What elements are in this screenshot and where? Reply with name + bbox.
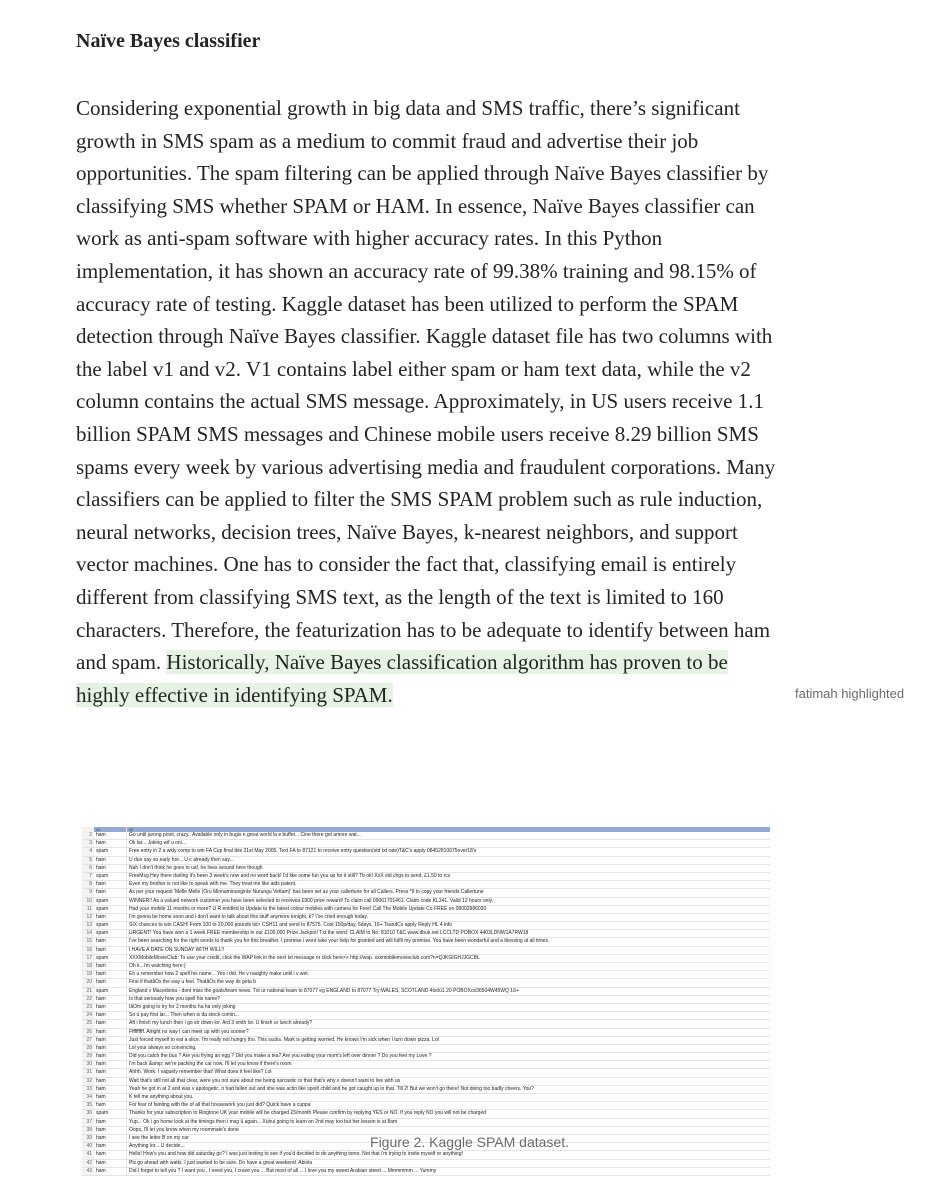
row-number: 22 bbox=[82, 996, 94, 1003]
row-number: 13 bbox=[82, 922, 94, 929]
row-number: 38 bbox=[82, 1127, 94, 1134]
row-message: U dun say so early hor... U c already then say... bbox=[129, 856, 234, 863]
row-number: 7 bbox=[82, 873, 94, 880]
table-row bbox=[82, 832, 770, 840]
row-message: Pls go ahead with watts. I just wanted to be sure. Do have a great weekend. Abiola bbox=[129, 1159, 313, 1166]
table-row bbox=[82, 873, 770, 881]
row-message: Even my brother is not like to speak with me. They treat me like aids patent. bbox=[129, 881, 297, 888]
row-label: ham bbox=[94, 1151, 127, 1158]
row-label: ham bbox=[94, 1045, 127, 1052]
table-row bbox=[82, 1053, 770, 1061]
row-number: 10 bbox=[82, 898, 94, 905]
table-row bbox=[82, 963, 770, 971]
row-number: 42 bbox=[82, 1160, 94, 1167]
row-label: ham bbox=[94, 1029, 127, 1036]
row-label: ham bbox=[94, 914, 127, 921]
row-message: URGENT! You have won a 1 week FREE membership in our £100,000 Prize Jackpot! Txt the word: CLAIM to No: 81010 T&C www.dbuk.net LCCLTD POBOX 4403LDNW1A7RW18 bbox=[129, 930, 529, 937]
table-row bbox=[82, 898, 770, 906]
row-label: ham bbox=[94, 1119, 127, 1126]
row-message: Eh u remember how 2 spell his name... Yes i did. He v naughty make until i v wet. bbox=[129, 971, 310, 978]
table-row bbox=[82, 848, 770, 856]
row-label: spam bbox=[94, 930, 127, 937]
row-number: 21 bbox=[82, 988, 94, 995]
row-message: So ü pay first lar... Then when is da stock comin... bbox=[129, 1012, 239, 1019]
paragraph-text: Considering exponential growth in big data and SMS traffic, there’s significant growth in SMS spam as a medium to commit fraud and advertise their job opportunities. The spam filtering can be applied through Naïve Bayes classifier by classifying SMS whether SPAM or HAM. In essence, Naïve Bayes classifier can work as anti-spam software with higher accuracy rates. In this Python implementation, it has shown an accuracy rate of 99.38% training and 98.15% of accuracy rate of testing. Kaggle dataset has been utilized to perform the SPAM detection through Naïve Bayes classifier. Kaggle dataset file has two columns with the label v1 and v2. V1 contains label either spam or ham text data, while the v2 column contains the actual SMS message. Approximately, in US users receive 1.1 billion SPAM SMS messages and Chinese mobile users receive 8.29 billion SMS spams every week by various advertising media and fraudulent corporations. Many classifiers can be applied to filter the SMS SPAM problem such as rule induction, neural networks, decision trees, Naïve Bayes, k-nearest neighbors, and support vector machines. One has to consider the fact that, classifying email is entirely different from classifying SMS text, as the length of the text is limited to 160 characters. Therefore, the featurization has to be adequate to identify between ham and spam. bbox=[76, 96, 776, 675]
row-message: Anything lor... U decide... bbox=[129, 1143, 185, 1150]
table-row bbox=[82, 1029, 770, 1037]
table-row bbox=[82, 1151, 770, 1159]
table-row bbox=[82, 1012, 770, 1020]
row-label: ham bbox=[94, 1143, 127, 1150]
row-number: 27 bbox=[82, 1037, 94, 1044]
row-message: Is that seriously how you spell his name? bbox=[129, 995, 220, 1002]
row-number: 20 bbox=[82, 979, 94, 986]
row-number: 17 bbox=[82, 955, 94, 962]
table-row bbox=[82, 1110, 770, 1118]
table-row bbox=[82, 1069, 770, 1077]
row-number: 37 bbox=[82, 1119, 94, 1126]
row-number: 23 bbox=[82, 1004, 94, 1011]
row-message: Thanks for your subscription to Ringtone UK your mobile will be charged £5/month Please confirm by replying YES or NO. If you reply NO you will not be charged bbox=[129, 1110, 487, 1117]
row-number: 40 bbox=[82, 1143, 94, 1150]
row-number: 14 bbox=[82, 930, 94, 937]
table-row bbox=[82, 930, 770, 938]
row-message: Wait that's still not all that clear, were you not sure about me being sarcastic or that that's why x doesn't want to live with us bbox=[129, 1077, 401, 1084]
row-number: 26 bbox=[82, 1029, 94, 1036]
row-number: 8 bbox=[82, 881, 94, 888]
row-message: England v Macedonia - dont miss the goals/team news. Txt ur national team to 87077 eg ENGLAND to 87077 Try:WALES, SCOTLAND 4txt/ú1.20 POBOXox36504W45WQ 16+ bbox=[129, 987, 519, 994]
row-number: 4 bbox=[82, 848, 94, 855]
row-number: 25 bbox=[82, 1020, 94, 1027]
row-label: spam bbox=[94, 906, 127, 913]
figure-caption: Figure 2. Kaggle SPAM dataset. bbox=[370, 1134, 569, 1150]
row-label: ham bbox=[94, 1078, 127, 1085]
row-label: ham bbox=[94, 1004, 127, 1011]
row-label: ham bbox=[94, 1037, 127, 1044]
article-paragraph bbox=[76, 92, 776, 711]
table-row bbox=[82, 889, 770, 897]
table-row bbox=[82, 938, 770, 946]
row-message: Had your mobile 11 months or more? U R entitled to Update to the latest colour mobiles with camera for Free! Call The Mobile Update Co FREE on 08002986030 bbox=[129, 905, 487, 912]
table-row bbox=[82, 996, 770, 1004]
table-row bbox=[82, 1160, 770, 1168]
table-row bbox=[82, 1168, 770, 1176]
table-row bbox=[82, 914, 770, 922]
row-label: spam bbox=[94, 988, 127, 995]
row-number: 41 bbox=[82, 1151, 94, 1158]
row-number: 31 bbox=[82, 1069, 94, 1076]
row-number: 36 bbox=[82, 1110, 94, 1117]
table-row bbox=[82, 1119, 770, 1127]
row-message: Did you catch the bus ? Are you frying an egg ? Did you make a tea? Are you eating your mom's left over dinner ? Do you feel my Love ? bbox=[129, 1053, 432, 1060]
section-heading: Naïve Bayes classifier bbox=[76, 30, 261, 52]
row-label: spam bbox=[94, 1110, 127, 1117]
table-row bbox=[82, 988, 770, 996]
sheet-rows bbox=[82, 832, 770, 1176]
row-message: I'm back &amp; we're packing the car now, I'll let you know if there's room bbox=[129, 1061, 292, 1068]
header-col-v2: v2 bbox=[129, 827, 134, 832]
table-row bbox=[82, 1102, 770, 1110]
row-message: WINNER!! As a valued network customer you have been selected to receivea £900 prize reward! To claim call 09061701461. Claim code KL341. Valid 12 hours only. bbox=[129, 897, 494, 904]
table-row bbox=[82, 1078, 770, 1086]
row-number: 2 bbox=[82, 832, 94, 839]
row-message: FreeMsg Hey there darling it's been 3 week's now and no word back! I'd like some fun you up for it still? Tb ok! XxX std chgs to send, £1.50 to rcv bbox=[129, 872, 451, 879]
row-message: Lol your always so convincing. bbox=[129, 1044, 197, 1051]
row-label: ham bbox=[94, 840, 127, 847]
table-row bbox=[82, 955, 770, 963]
row-label: ham bbox=[94, 1069, 127, 1076]
row-number: 29 bbox=[82, 1053, 94, 1060]
row-message: Did I forget to tell you ? I want you , I need you, I crave you ... But most of all ... I love you my sweet Arabian steed ... Mmmmmm ... Yummy bbox=[129, 1167, 437, 1174]
table-row bbox=[82, 906, 770, 914]
row-label: ham bbox=[94, 1094, 127, 1101]
row-label: ham bbox=[94, 1061, 127, 1068]
row-message: Fine if thatåÕs the way u feel. ThatåÕs the way its gota b bbox=[129, 979, 256, 986]
table-row bbox=[82, 840, 770, 848]
row-message: Ffffffffff. Alright no way I can meet up with you sooner? bbox=[129, 1028, 249, 1035]
table-row bbox=[82, 865, 770, 873]
row-message: I've been searching for the right words to thank you for this breather. I promise i wont take your help for granted and will fulfil my promise. You have been wonderful and a blessing at all times. bbox=[129, 938, 550, 945]
highlighted-text[interactable]: Historically, Naïve Bayes classification algorithm has proven to be highly effective in identifying SPAM. bbox=[76, 650, 728, 707]
row-message: Yeah he got in at 2 and was v apologetic. n had fallen out and she was actin like spoilt child and he got caught up in that. Till 2! But we won't go there! Not doing too badly cheers. You? bbox=[129, 1085, 534, 1092]
row-number: 32 bbox=[82, 1078, 94, 1085]
row-number: 3 bbox=[82, 840, 94, 847]
table-row bbox=[82, 1086, 770, 1094]
row-message: IåÕm going to try for 2 months ha ha only joking bbox=[129, 1003, 236, 1010]
row-message: For fear of fainting with the of all that housework you just did? Quick have a cuppa bbox=[129, 1102, 311, 1109]
table-row bbox=[82, 1061, 770, 1069]
dataset-figure bbox=[82, 827, 770, 1176]
row-number: 24 bbox=[82, 1012, 94, 1019]
row-label: ham bbox=[94, 865, 127, 872]
row-label: spam bbox=[94, 848, 127, 855]
row-label: ham bbox=[94, 971, 127, 978]
row-label: spam bbox=[94, 898, 127, 905]
table-row bbox=[82, 922, 770, 930]
row-message: Yup... Ok i go home look at the timings then i msg ü again... Xuhui going to learn on 2nd may too but her lesson is at 8am bbox=[129, 1118, 398, 1125]
row-label: ham bbox=[94, 1053, 127, 1060]
row-label: ham bbox=[94, 1102, 127, 1109]
table-row bbox=[82, 1094, 770, 1102]
row-label: spam bbox=[94, 955, 127, 962]
row-message: Hello! How's you and how did saturday go? I was just texting to see if you'd decided to do anything tomo. Not that i'm trying to invite myself or anything! bbox=[129, 1151, 463, 1158]
row-message: Just forced myself to eat a slice. I'm really not hungry tho. This sucks. Mark is getting worried. He knows I'm sick when I turn down pizza. Lol bbox=[129, 1036, 439, 1043]
row-message: Go until jurong point, crazy.. Available only in bugis n great world la e buffet... Cine there got amore wat... bbox=[129, 832, 361, 838]
row-message: I'm gonna be home soon and i don't want to talk about this stuff anymore tonight, k? I've cried enough today. bbox=[129, 913, 368, 920]
row-message: As per your request 'Melle Melle (Oru Minnaminunginte Nurungu Vettam)' has been set as your callertune for all Callers. Press *9 to copy your friends Callertune bbox=[129, 889, 484, 896]
row-label: ham bbox=[94, 996, 127, 1003]
row-label: ham bbox=[94, 1086, 127, 1093]
row-message: Ok lar... Joking wif u oni... bbox=[129, 840, 186, 847]
row-message: K tell me anything about you. bbox=[129, 1094, 194, 1100]
row-message: Nah I don't think he goes to usf, he lives around here though bbox=[129, 864, 263, 871]
header-col-v1: v1 bbox=[94, 827, 127, 832]
row-label: ham bbox=[94, 979, 127, 986]
row-label: spam bbox=[94, 873, 127, 880]
row-label: ham bbox=[94, 1160, 127, 1167]
row-label: ham bbox=[94, 1012, 127, 1019]
row-message: Oops, I'll let you know when my roommate's done bbox=[129, 1126, 239, 1133]
highlight-note[interactable]: fatimah highlighted bbox=[795, 686, 905, 701]
row-message: Oh k...i'm watching here:) bbox=[129, 963, 186, 969]
row-number: 6 bbox=[82, 865, 94, 872]
table-row bbox=[82, 881, 770, 889]
row-label: ham bbox=[94, 1127, 127, 1134]
row-number: 19 bbox=[82, 971, 94, 978]
table-row bbox=[82, 1037, 770, 1045]
row-message: XXXMobileMovieClub: To use your credit, click the WAP link in the next txt message or click here>> http://wap. xxxmobilemovieclub.com?n=QJKGIGHJJGCBL bbox=[129, 954, 480, 961]
row-label: ham bbox=[94, 938, 127, 945]
row-number: 5 bbox=[82, 857, 94, 864]
row-label: ham bbox=[94, 881, 127, 888]
row-number: 16 bbox=[82, 947, 94, 954]
row-number: 9 bbox=[82, 889, 94, 896]
row-number: 18 bbox=[82, 963, 94, 970]
row-number: 34 bbox=[82, 1094, 94, 1101]
table-row bbox=[82, 1004, 770, 1012]
row-message: Free entry in 2 a wkly comp to win FA Cup final tkts 21st May 2005. Text FA to 87121 to receive entry question(std txt rate)T&C's apply 08452810075over18's bbox=[129, 848, 477, 855]
row-message: I see the letter B on my car bbox=[129, 1134, 189, 1141]
table-row bbox=[82, 979, 770, 987]
row-number: 11 bbox=[82, 906, 94, 913]
row-number: 15 bbox=[82, 938, 94, 945]
row-message: Aft i finish my lunch then i go str down lor. Ard 3 smth lor. U finish ur lunch already? bbox=[129, 1020, 313, 1027]
table-row bbox=[82, 857, 770, 865]
row-number: 30 bbox=[82, 1061, 94, 1068]
table-row bbox=[82, 971, 770, 979]
row-number: 35 bbox=[82, 1102, 94, 1109]
row-number: 33 bbox=[82, 1086, 94, 1093]
row-message: Ahhh. Work. I vaguely remember that! What does it feel like? Lol bbox=[129, 1069, 272, 1076]
row-number: 28 bbox=[82, 1045, 94, 1052]
row-number: 12 bbox=[82, 914, 94, 921]
row-label: ham bbox=[94, 889, 127, 896]
row-number: 39 bbox=[82, 1135, 94, 1142]
row-label: ham bbox=[94, 832, 127, 839]
row-message: I HAVE A DATE ON SUNDAY WITH WILL!! bbox=[129, 946, 225, 953]
table-row bbox=[82, 947, 770, 955]
row-label: spam bbox=[94, 922, 127, 929]
row-label: ham bbox=[94, 1168, 127, 1175]
table-row bbox=[82, 1020, 770, 1028]
row-label: ham bbox=[94, 947, 127, 954]
row-message: SIX chances to win CASH! From 100 to 20,000 pounds txt> CSH11 and send to 87575. Cost 150p/day, 6days, 16+ TsandCs apply Reply HL 4 info bbox=[129, 922, 453, 929]
table-row bbox=[82, 1045, 770, 1053]
row-label: ham bbox=[94, 857, 127, 864]
row-number: 43 bbox=[82, 1168, 94, 1175]
row-label: ham bbox=[94, 963, 127, 970]
row-label: ham bbox=[94, 1020, 127, 1027]
row-label: ham bbox=[94, 1135, 127, 1142]
